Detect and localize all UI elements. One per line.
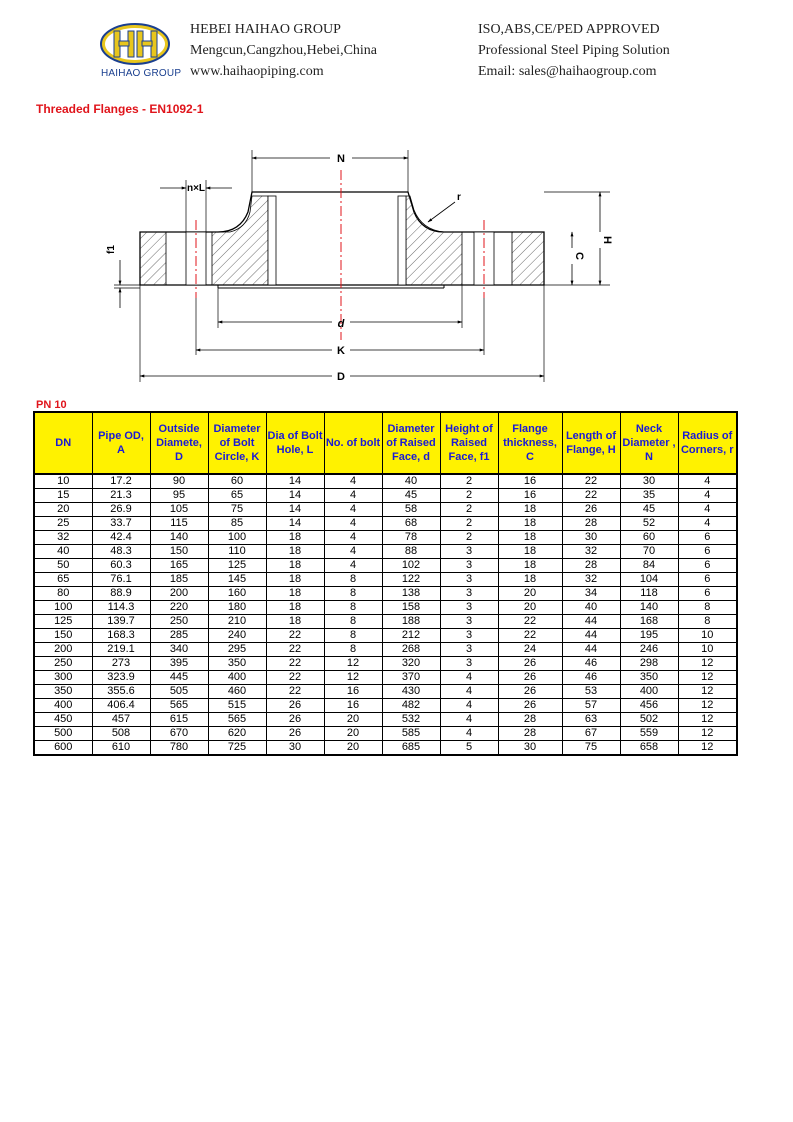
table-cell: 8 bbox=[324, 643, 382, 657]
table-cell: 4 bbox=[324, 531, 382, 545]
table-cell: 30 bbox=[562, 531, 620, 545]
table-cell: 26 bbox=[498, 657, 562, 671]
table-cell: 406.4 bbox=[92, 699, 150, 713]
table-cell: 140 bbox=[620, 601, 678, 615]
table-cell: 33.7 bbox=[92, 517, 150, 531]
table-cell: 18 bbox=[266, 615, 324, 629]
table-cell: 32 bbox=[34, 531, 92, 545]
table-cell: 30 bbox=[266, 741, 324, 756]
table-cell: 100 bbox=[208, 531, 266, 545]
dim-label-k: K bbox=[337, 345, 345, 357]
table-cell: 122 bbox=[382, 573, 440, 587]
table-cell: 45 bbox=[382, 489, 440, 503]
table-cell: 565 bbox=[150, 699, 208, 713]
table-cell: 26 bbox=[266, 699, 324, 713]
table-cell: 57 bbox=[562, 699, 620, 713]
table-cell: 3 bbox=[440, 629, 498, 643]
table-cell: 12 bbox=[678, 699, 737, 713]
table-cell: 295 bbox=[208, 643, 266, 657]
dim-label-c: C bbox=[573, 252, 585, 260]
table-cell: 8 bbox=[678, 601, 737, 615]
table-cell: 88 bbox=[382, 545, 440, 559]
table-cell: 18 bbox=[266, 573, 324, 587]
table-cell: 3 bbox=[440, 601, 498, 615]
table-cell: 18 bbox=[498, 517, 562, 531]
table-row bbox=[34, 489, 737, 503]
table-cell: 285 bbox=[150, 629, 208, 643]
table-cell: 46 bbox=[562, 671, 620, 685]
column-header: Neck Diameter , N bbox=[620, 412, 678, 474]
table-cell: 95 bbox=[150, 489, 208, 503]
table-cell: 8 bbox=[678, 615, 737, 629]
table-cell: 40 bbox=[562, 601, 620, 615]
table-cell: 350 bbox=[208, 657, 266, 671]
table-row bbox=[34, 643, 737, 657]
table-cell: 16 bbox=[498, 474, 562, 489]
hh-logo-icon bbox=[97, 22, 177, 68]
table-cell: 20 bbox=[34, 503, 92, 517]
table-cell: 88.9 bbox=[92, 587, 150, 601]
table-row bbox=[34, 587, 737, 601]
table-cell: 2 bbox=[440, 503, 498, 517]
table-cell: 22 bbox=[266, 629, 324, 643]
table-cell: 250 bbox=[150, 615, 208, 629]
table-cell: 430 bbox=[382, 685, 440, 699]
table-row bbox=[34, 741, 737, 756]
table-cell: 60.3 bbox=[92, 559, 150, 573]
table-cell: 180 bbox=[208, 601, 266, 615]
table-cell: 400 bbox=[620, 685, 678, 699]
table-cell: 400 bbox=[34, 699, 92, 713]
column-header: Pipe OD, A bbox=[92, 412, 150, 474]
table-cell: 4 bbox=[440, 727, 498, 741]
table-cell: 4 bbox=[440, 685, 498, 699]
table-cell: 615 bbox=[150, 713, 208, 727]
table-cell: 185 bbox=[150, 573, 208, 587]
table-cell: 200 bbox=[150, 587, 208, 601]
column-header: Length of Flange, H bbox=[562, 412, 620, 474]
table-cell: 165 bbox=[150, 559, 208, 573]
table-cell: 100 bbox=[34, 601, 92, 615]
table-cell: 5 bbox=[440, 741, 498, 756]
table-cell: 32 bbox=[562, 573, 620, 587]
table-cell: 26 bbox=[266, 713, 324, 727]
table-cell: 4 bbox=[678, 489, 737, 503]
table-cell: 22 bbox=[266, 671, 324, 685]
table-cell: 685 bbox=[382, 741, 440, 756]
table-cell: 8 bbox=[324, 587, 382, 601]
table-cell: 4 bbox=[324, 545, 382, 559]
table-cell: 44 bbox=[562, 629, 620, 643]
table-cell: 12 bbox=[678, 727, 737, 741]
table-cell: 53 bbox=[562, 685, 620, 699]
dim-label-outer-d: D bbox=[337, 371, 345, 383]
table-cell: 456 bbox=[620, 699, 678, 713]
table-cell: 195 bbox=[620, 629, 678, 643]
table-cell: 300 bbox=[34, 671, 92, 685]
table-cell: 8 bbox=[324, 573, 382, 587]
table-cell: 2 bbox=[440, 531, 498, 545]
table-cell: 12 bbox=[324, 671, 382, 685]
dim-label-h: H bbox=[601, 236, 613, 244]
page-header bbox=[0, 0, 793, 90]
table-row bbox=[34, 545, 737, 559]
table-cell: 6 bbox=[678, 545, 737, 559]
table-cell: 502 bbox=[620, 713, 678, 727]
table-cell: 6 bbox=[678, 587, 737, 601]
table-cell: 4 bbox=[440, 699, 498, 713]
table-row bbox=[34, 503, 737, 517]
table-cell: 323.9 bbox=[92, 671, 150, 685]
table-row bbox=[34, 713, 737, 727]
table-row bbox=[34, 727, 737, 741]
table-row bbox=[34, 474, 737, 489]
table-cell: 26 bbox=[498, 671, 562, 685]
table-cell: 28 bbox=[498, 713, 562, 727]
table-cell: 240 bbox=[208, 629, 266, 643]
table-cell: 3 bbox=[440, 643, 498, 657]
table-cell: 18 bbox=[498, 545, 562, 559]
table-cell: 67 bbox=[562, 727, 620, 741]
table-cell: 15 bbox=[34, 489, 92, 503]
table-cell: 3 bbox=[440, 573, 498, 587]
table-cell: 46 bbox=[562, 657, 620, 671]
table-cell: 10 bbox=[678, 629, 737, 643]
table-cell: 3 bbox=[440, 615, 498, 629]
table-cell: 20 bbox=[324, 713, 382, 727]
table-cell: 298 bbox=[620, 657, 678, 671]
table-cell: 532 bbox=[382, 713, 440, 727]
table-cell: 18 bbox=[498, 573, 562, 587]
table-cell: 2 bbox=[440, 474, 498, 489]
table-cell: 18 bbox=[498, 531, 562, 545]
table-row bbox=[34, 531, 737, 545]
dimensions-table bbox=[33, 411, 738, 756]
table-cell: 610 bbox=[92, 741, 150, 756]
table-cell: 35 bbox=[620, 489, 678, 503]
table-cell: 188 bbox=[382, 615, 440, 629]
table-cell: 26 bbox=[562, 503, 620, 517]
table-cell: 21.3 bbox=[92, 489, 150, 503]
table-cell: 508 bbox=[92, 727, 150, 741]
table-cell: 84 bbox=[620, 559, 678, 573]
table-cell: 8 bbox=[324, 615, 382, 629]
table-row bbox=[34, 685, 737, 699]
table-cell: 90 bbox=[150, 474, 208, 489]
table-cell: 105 bbox=[150, 503, 208, 517]
table-cell: 50 bbox=[34, 559, 92, 573]
table-cell: 14 bbox=[266, 489, 324, 503]
table-cell: 12 bbox=[324, 657, 382, 671]
table-cell: 600 bbox=[34, 741, 92, 756]
table-cell: 3 bbox=[440, 559, 498, 573]
company-website[interactable]: www.haihaopiping.com bbox=[190, 64, 324, 79]
table-row bbox=[34, 601, 737, 615]
table-cell: 585 bbox=[382, 727, 440, 741]
page-title: Threaded Flanges - EN1092-1 bbox=[36, 102, 204, 116]
table-cell: 26 bbox=[498, 699, 562, 713]
column-header: Diameter of Raised Face, d bbox=[382, 412, 440, 474]
dim-label-d: d bbox=[337, 318, 345, 330]
table-cell: 42.4 bbox=[92, 531, 150, 545]
table-cell: 4 bbox=[324, 559, 382, 573]
table-cell: 20 bbox=[324, 741, 382, 756]
table-cell: 18 bbox=[266, 531, 324, 545]
table-cell: 114.3 bbox=[92, 601, 150, 615]
table-cell: 140 bbox=[150, 531, 208, 545]
table-cell: 40 bbox=[382, 474, 440, 489]
table-cell: 24 bbox=[498, 643, 562, 657]
table-cell: 370 bbox=[382, 671, 440, 685]
table-cell: 250 bbox=[34, 657, 92, 671]
table-cell: 22 bbox=[266, 643, 324, 657]
table-cell: 145 bbox=[208, 573, 266, 587]
table-cell: 350 bbox=[620, 671, 678, 685]
company-name: HEBEI HAIHAO GROUP bbox=[190, 22, 341, 37]
table-cell: 48.3 bbox=[92, 545, 150, 559]
table-cell: 65 bbox=[34, 573, 92, 587]
column-header: DN bbox=[34, 412, 92, 474]
table-row bbox=[34, 629, 737, 643]
table-cell: 139.7 bbox=[92, 615, 150, 629]
table-cell: 78 bbox=[382, 531, 440, 545]
table-cell: 150 bbox=[34, 629, 92, 643]
table-cell: 4 bbox=[440, 713, 498, 727]
column-header: Height of Raised Face, f1 bbox=[440, 412, 498, 474]
table-cell: 445 bbox=[150, 671, 208, 685]
table-cell: 505 bbox=[150, 685, 208, 699]
table-row bbox=[34, 699, 737, 713]
table-cell: 10 bbox=[34, 474, 92, 489]
contact-email[interactable]: Email: sales@haihaogroup.com bbox=[478, 64, 657, 79]
table-cell: 125 bbox=[34, 615, 92, 629]
table-cell: 565 bbox=[208, 713, 266, 727]
table-cell: 102 bbox=[382, 559, 440, 573]
table-row bbox=[34, 657, 737, 671]
table-cell: 12 bbox=[678, 741, 737, 756]
table-cell: 268 bbox=[382, 643, 440, 657]
table-cell: 780 bbox=[150, 741, 208, 756]
table-cell: 25 bbox=[34, 517, 92, 531]
table-cell: 12 bbox=[678, 657, 737, 671]
table-cell: 150 bbox=[150, 545, 208, 559]
table-cell: 20 bbox=[498, 601, 562, 615]
table-cell: 118 bbox=[620, 587, 678, 601]
table-cell: 4 bbox=[324, 474, 382, 489]
table-cell: 14 bbox=[266, 517, 324, 531]
table-cell: 28 bbox=[562, 559, 620, 573]
table-row bbox=[34, 573, 737, 587]
table-cell: 219.1 bbox=[92, 643, 150, 657]
dim-label-r: r bbox=[457, 192, 461, 203]
table-header-row bbox=[34, 412, 737, 474]
table-cell: 65 bbox=[208, 489, 266, 503]
table-cell: 44 bbox=[562, 643, 620, 657]
column-header: No. of bolt bbox=[324, 412, 382, 474]
table-cell: 45 bbox=[620, 503, 678, 517]
table-cell: 22 bbox=[498, 615, 562, 629]
table-cell: 158 bbox=[382, 601, 440, 615]
table-row bbox=[34, 615, 737, 629]
table-cell: 457 bbox=[92, 713, 150, 727]
table-cell: 340 bbox=[150, 643, 208, 657]
table-cell: 246 bbox=[620, 643, 678, 657]
table-cell: 44 bbox=[562, 615, 620, 629]
table-cell: 450 bbox=[34, 713, 92, 727]
table-cell: 115 bbox=[150, 517, 208, 531]
table-row bbox=[34, 559, 737, 573]
table-cell: 3 bbox=[440, 587, 498, 601]
table-cell: 22 bbox=[266, 657, 324, 671]
table-cell: 63 bbox=[562, 713, 620, 727]
table-cell: 220 bbox=[150, 601, 208, 615]
table-body bbox=[34, 474, 737, 755]
table-cell: 32 bbox=[562, 545, 620, 559]
dim-label-f1: f1 bbox=[106, 245, 117, 254]
table-cell: 8 bbox=[324, 629, 382, 643]
table-cell: 34 bbox=[562, 587, 620, 601]
table-cell: 14 bbox=[266, 474, 324, 489]
table-cell: 75 bbox=[562, 741, 620, 756]
table-cell: 104 bbox=[620, 573, 678, 587]
table-cell: 395 bbox=[150, 657, 208, 671]
company-logo bbox=[97, 22, 182, 80]
table-cell: 12 bbox=[678, 671, 737, 685]
table-cell: 17.2 bbox=[92, 474, 150, 489]
table-cell: 85 bbox=[208, 517, 266, 531]
table-cell: 18 bbox=[498, 503, 562, 517]
table-cell: 60 bbox=[208, 474, 266, 489]
column-header: Dia of Bolt Hole, L bbox=[266, 412, 324, 474]
table-cell: 482 bbox=[382, 699, 440, 713]
table-cell: 8 bbox=[324, 601, 382, 615]
table-cell: 6 bbox=[678, 531, 737, 545]
table-cell: 460 bbox=[208, 685, 266, 699]
table-cell: 26.9 bbox=[92, 503, 150, 517]
tagline: Professional Steel Piping Solution bbox=[478, 43, 670, 58]
approval-line: ISO,ABS,CE/PED APPROVED bbox=[478, 22, 660, 37]
table-cell: 68 bbox=[382, 517, 440, 531]
table-cell: 168 bbox=[620, 615, 678, 629]
pressure-class-label: PN 10 bbox=[36, 399, 67, 411]
table-cell: 2 bbox=[440, 517, 498, 531]
table-cell: 22 bbox=[498, 629, 562, 643]
table-cell: 20 bbox=[324, 727, 382, 741]
table-cell: 500 bbox=[34, 727, 92, 741]
column-header: Flange thickness, C bbox=[498, 412, 562, 474]
table-cell: 12 bbox=[678, 685, 737, 699]
table-cell: 75 bbox=[208, 503, 266, 517]
table-cell: 4 bbox=[324, 489, 382, 503]
table-cell: 60 bbox=[620, 531, 678, 545]
table-cell: 20 bbox=[498, 587, 562, 601]
table-cell: 4 bbox=[678, 517, 737, 531]
table-cell: 22 bbox=[266, 685, 324, 699]
flange-cross-section-diagram bbox=[100, 140, 620, 390]
table-cell: 52 bbox=[620, 517, 678, 531]
table-cell: 725 bbox=[208, 741, 266, 756]
table-cell: 26 bbox=[498, 685, 562, 699]
table-cell: 125 bbox=[208, 559, 266, 573]
company-address: Mengcun,Cangzhou,Hebei,China bbox=[190, 43, 378, 58]
table-cell: 40 bbox=[34, 545, 92, 559]
table-cell: 273 bbox=[92, 657, 150, 671]
table-cell: 28 bbox=[562, 517, 620, 531]
table-cell: 76.1 bbox=[92, 573, 150, 587]
table-cell: 18 bbox=[498, 559, 562, 573]
table-cell: 26 bbox=[266, 727, 324, 741]
table-cell: 355.6 bbox=[92, 685, 150, 699]
table-cell: 30 bbox=[620, 474, 678, 489]
table-cell: 210 bbox=[208, 615, 266, 629]
table-cell: 515 bbox=[208, 699, 266, 713]
column-header: Radius of Corners, r bbox=[678, 412, 737, 474]
table-cell: 168.3 bbox=[92, 629, 150, 643]
logo-caption: HAIHAO GROUP bbox=[101, 68, 182, 79]
table-cell: 6 bbox=[678, 559, 737, 573]
table-cell: 350 bbox=[34, 685, 92, 699]
table-cell: 620 bbox=[208, 727, 266, 741]
table-cell: 4 bbox=[324, 503, 382, 517]
table-cell: 16 bbox=[324, 685, 382, 699]
column-header: Diameter of Bolt Circle, K bbox=[208, 412, 266, 474]
table-cell: 16 bbox=[498, 489, 562, 503]
table-cell: 6 bbox=[678, 573, 737, 587]
table-cell: 400 bbox=[208, 671, 266, 685]
table-cell: 658 bbox=[620, 741, 678, 756]
table-cell: 200 bbox=[34, 643, 92, 657]
table-cell: 212 bbox=[382, 629, 440, 643]
table-cell: 22 bbox=[562, 474, 620, 489]
table-cell: 320 bbox=[382, 657, 440, 671]
table-cell: 70 bbox=[620, 545, 678, 559]
table-cell: 3 bbox=[440, 545, 498, 559]
table-cell: 160 bbox=[208, 587, 266, 601]
table-cell: 4 bbox=[678, 503, 737, 517]
dim-label-n: N bbox=[337, 153, 345, 165]
table-cell: 14 bbox=[266, 503, 324, 517]
table-cell: 80 bbox=[34, 587, 92, 601]
table-row bbox=[34, 671, 737, 685]
table-cell: 4 bbox=[324, 517, 382, 531]
table-cell: 16 bbox=[324, 699, 382, 713]
table-cell: 670 bbox=[150, 727, 208, 741]
table-cell: 18 bbox=[266, 559, 324, 573]
table-cell: 3 bbox=[440, 657, 498, 671]
column-header: Outside Diamete, D bbox=[150, 412, 208, 474]
table-row bbox=[34, 517, 737, 531]
table-cell: 4 bbox=[440, 671, 498, 685]
table-cell: 110 bbox=[208, 545, 266, 559]
table-cell: 18 bbox=[266, 601, 324, 615]
table-cell: 2 bbox=[440, 489, 498, 503]
table-cell: 30 bbox=[498, 741, 562, 756]
table-cell: 28 bbox=[498, 727, 562, 741]
table-cell: 12 bbox=[678, 713, 737, 727]
table-cell: 18 bbox=[266, 545, 324, 559]
table-cell: 4 bbox=[678, 474, 737, 489]
table-cell: 10 bbox=[678, 643, 737, 657]
table-cell: 18 bbox=[266, 587, 324, 601]
dim-label-nxl: n×L bbox=[186, 183, 206, 194]
table-cell: 559 bbox=[620, 727, 678, 741]
table-cell: 58 bbox=[382, 503, 440, 517]
table-cell: 22 bbox=[562, 489, 620, 503]
table-cell: 138 bbox=[382, 587, 440, 601]
